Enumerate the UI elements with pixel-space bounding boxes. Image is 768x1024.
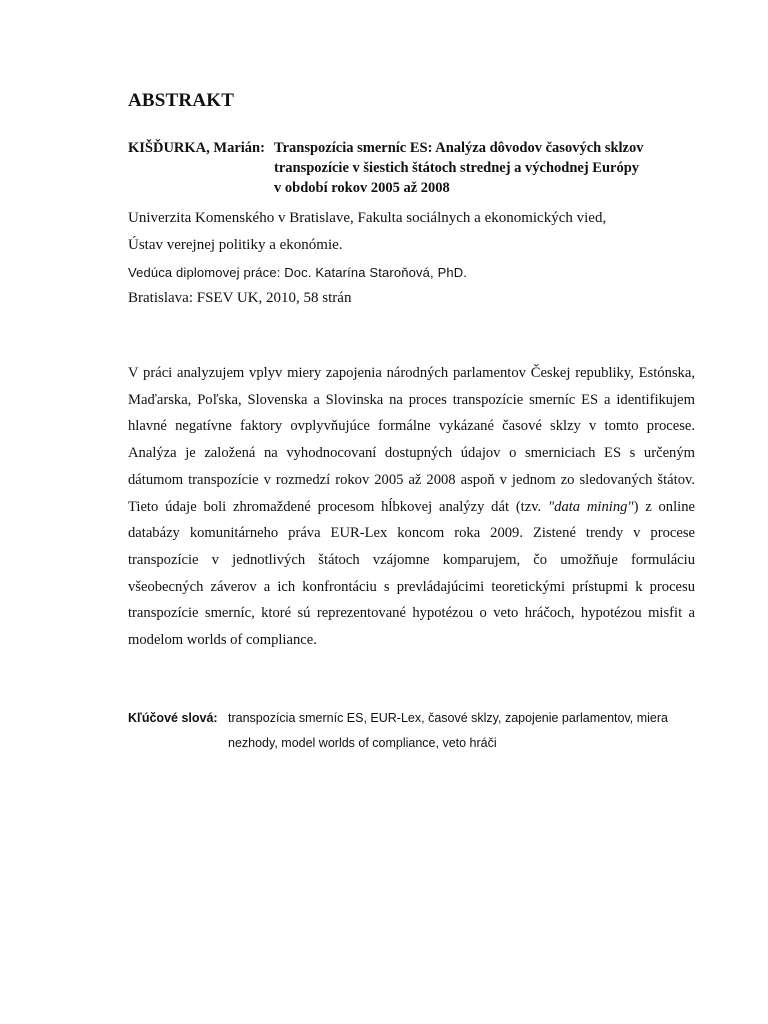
university-line-2: Ústav verejnej politiky a ekonómie. bbox=[128, 237, 343, 253]
abstract-text-part-1: V práci analyzujem vplyv miery zapojenia národných parlamentov Českej republiky, Estónska, Maďarska, Poľska, Slovenska a Slovinska na proces transpozície smerníc ES a identifikujem hlavné negatívne faktory ovplyvňujúce formálne vykázané časové sklzy v tomto procese. Analýza je založená na vyhodnocovaní dostupných údajov o smerniciach ES s určeným dátumom transpozície v rozmedzí rokov 2005 až 2008 aspoň v jednom zo sledovaných štátov. Tieto údaje boli zhromaždené procesom hĺbkovej analýzy dát (tzv. bbox=[128, 365, 695, 515]
keywords-label: Kľúčové slová: bbox=[128, 711, 218, 725]
abstract-paragraph bbox=[128, 360, 695, 654]
author-name: KIŠĎURKA, Marián: bbox=[128, 140, 265, 156]
supervisor-line: Vedúca diplomovej práce: Doc. Katarína Staroňová, PhD. bbox=[128, 265, 468, 280]
thesis-title-line-3: v období rokov 2005 až 2008 bbox=[274, 180, 450, 196]
thesis-title-line-2: transpozície v šiestich štátoch strednej a východnej Európy bbox=[274, 160, 640, 176]
page-heading: ABSTRAKT bbox=[128, 90, 235, 111]
thesis-title bbox=[274, 138, 714, 198]
thesis-title-line-1: Transpozícia smerníc ES: Analýza dôvodov časových sklzov bbox=[274, 140, 644, 156]
keywords-line-2: nezhody, model worlds of compliance, veto hráči bbox=[228, 736, 497, 750]
abstract-italic-term: "data mining" bbox=[548, 498, 634, 515]
publication-line: Bratislava: FSEV UK, 2010, 58 strán bbox=[128, 290, 352, 306]
university-line-1: Univerzita Komenského v Bratislave, Fakulta sociálnych a ekonomických vied, bbox=[128, 210, 607, 226]
keywords-text bbox=[228, 706, 708, 756]
abstract-body bbox=[128, 360, 695, 654]
keywords-line-1: transpozícia smerníc ES, EUR-Lex, časové sklzy, zapojenie parlamentov, miera bbox=[228, 711, 668, 725]
abstract-text-part-2: ) z online databázy komunitárneho práva EUR-Lex koncom roka 2009. Zistené trendy v procese transpozície v jednotlivých štátoch vzájomne komparujem, čo umožňuje formuláciu všeobecných záverov a ich konfrontáciu s prevládajúcimi teoretickými prístupmi k procesu transpozície smerníc, ktoré sú reprezentované hypotézou o veto hráčoch, hypotézou misfit a modelom worlds of compliance. bbox=[128, 498, 695, 649]
